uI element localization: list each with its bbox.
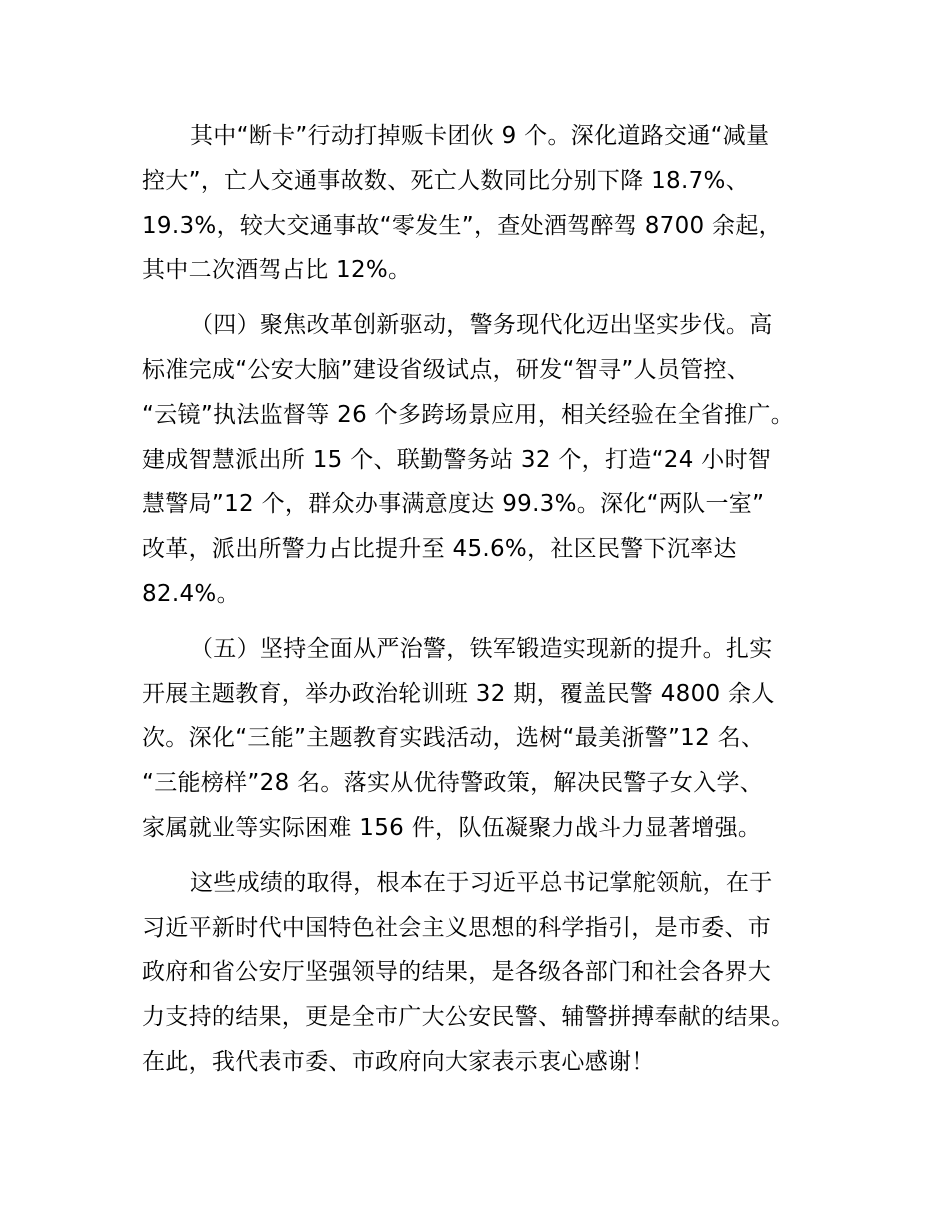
text-line: “云镜”执法监督等 26 个多跨场景应用，相关经验在全省推广。 bbox=[142, 401, 795, 428]
text-line: 标准完成“公安大脑”建设省级试点，研发“智寻”人员管控、 bbox=[142, 356, 751, 383]
paragraph-strict-governance bbox=[142, 627, 842, 851]
paragraph-acknowledgement bbox=[142, 861, 842, 1085]
text-line: 19.3%，较大交通事故“零发生”，查处酒驾醉驾 8700 余起， bbox=[142, 212, 782, 239]
text-line: 控大”，亡人交通事故数、死亡人数同比分别下降 18.7%、 bbox=[142, 167, 749, 194]
text-line: 建成智慧派出所 15 个、联勤警务站 32 个，打造“24 小时智 bbox=[142, 446, 772, 473]
text-line: 这些成绩的取得，根本在于习近平总书记掌舵领航，在于 bbox=[190, 869, 773, 896]
text-line: 慧警局”12 个，群众办事满意度达 99.3%。深化“两队一室” bbox=[142, 491, 765, 518]
text-line: 其中二次酒驾占比 12%。 bbox=[142, 257, 412, 284]
text-line: 开展主题教育，举办政治轮训班 32 期，覆盖民警 4800 余人 bbox=[142, 680, 775, 707]
text-line: （四）聚焦改革创新驱动，警务现代化迈出坚实步伐。高 bbox=[190, 312, 773, 339]
text-line: “三能榜样”28 名。落实从优待警政策，解决民警子女入学、 bbox=[142, 770, 764, 797]
text-line: 家属就业等实际困难 156 件，队伍凝聚力战斗力显著增强。 bbox=[142, 814, 762, 841]
paragraph-reform-innovation bbox=[142, 303, 842, 617]
text-line: 在此，我代表市委、市政府向大家表示衷心感谢！ bbox=[142, 1048, 655, 1075]
text-line: 改革，派出所警力占比提升至 45.6%，社区民警下沉率达 bbox=[142, 536, 737, 563]
text-line: 习近平新时代中国特色社会主义思想的科学指引，是市委、市 bbox=[142, 914, 772, 941]
text-line: 政府和省公安厅坚强领导的结果，是各级各部门和社会各界大 bbox=[142, 959, 772, 986]
paragraph-traffic-results bbox=[142, 114, 842, 293]
document-page bbox=[142, 114, 842, 1095]
text-line: 其中“断卡”行动打掉贩卡团伙 9 个。深化道路交通“减量 bbox=[190, 123, 770, 149]
text-line: 82.4%。 bbox=[142, 580, 240, 607]
text-line: 力支持的结果，更是全市广大公安民警、辅警拼搏奉献的结果。 bbox=[142, 1004, 795, 1031]
text-line: （五）坚持全面从严治警，铁军锻造实现新的提升。扎实 bbox=[190, 635, 773, 662]
text-line: 次。深化“三能”主题教育实践活动，选树“最美浙警”12 名、 bbox=[142, 725, 765, 752]
